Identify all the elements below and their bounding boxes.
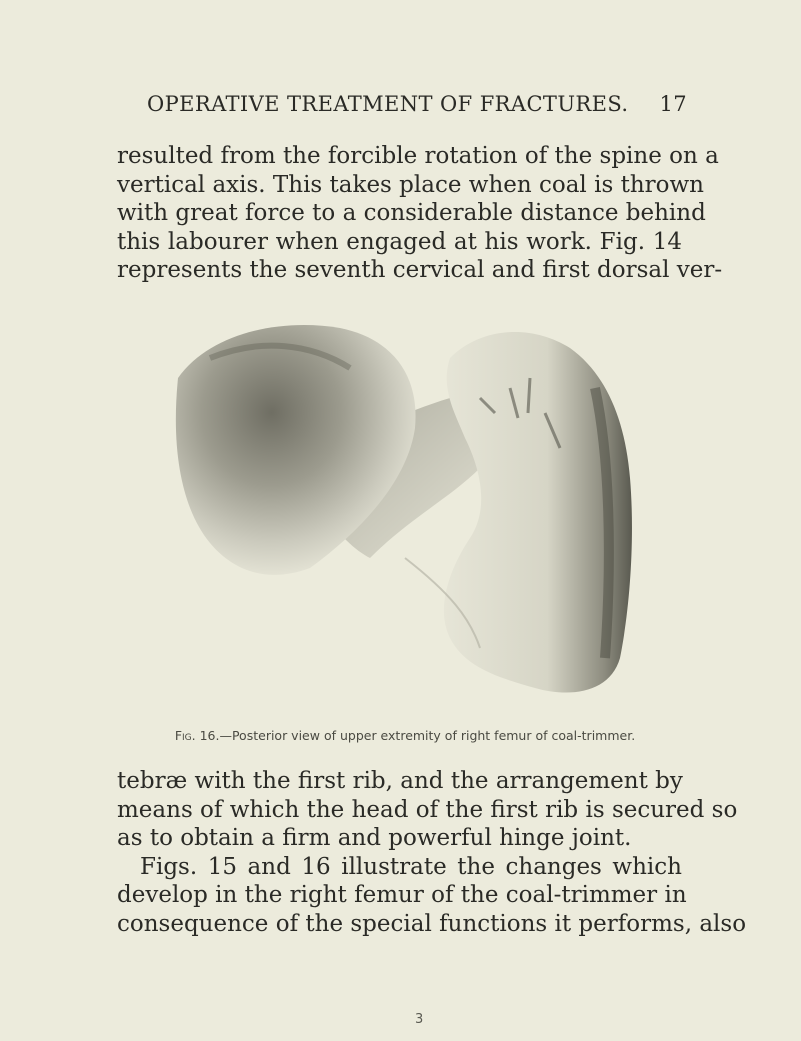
- text-line: with great force to a considerable distance behind: [117, 200, 706, 226]
- text-line: resulted from the forcible rotation of the spine on a: [117, 143, 719, 169]
- text-line: means of which the head of the first rib is secured so: [117, 796, 738, 823]
- figure-label: Fig. 16.: [174, 728, 220, 743]
- figure-caption-text: —Posterior view of upper extremity of right femur of coal-trimmer.: [219, 728, 636, 743]
- text-line: develop in the right femur of the coal-trimmer in: [117, 882, 687, 908]
- text-line: as to obtain a firm and powerful hinge joint.: [117, 825, 632, 851]
- femur-illustration: [150, 318, 650, 708]
- running-head-title: OPERATIVE TREATMENT OF FRACTURES.: [147, 92, 629, 116]
- text-line: vertical axis. This takes place when coal is thrown: [117, 171, 704, 198]
- text-line: tebræ with the first rib, and the arrangement by: [117, 768, 683, 794]
- page-number: 17: [659, 92, 687, 116]
- figure-caption: [150, 728, 660, 743]
- signature-mark: 3: [415, 1012, 424, 1027]
- paragraph-1: [117, 142, 723, 285]
- paragraph-2: [117, 767, 747, 938]
- text-line: consequence of the special functions it performs, also: [117, 910, 747, 937]
- text-line: represents the seventh cervical and first dorsal ver-: [117, 257, 723, 283]
- text-line: this labourer when engaged at his work. Fig. 14: [117, 228, 682, 255]
- text-line: Figs. 15 and 16 illustrate the changes which: [140, 853, 682, 880]
- running-head: [147, 92, 687, 122]
